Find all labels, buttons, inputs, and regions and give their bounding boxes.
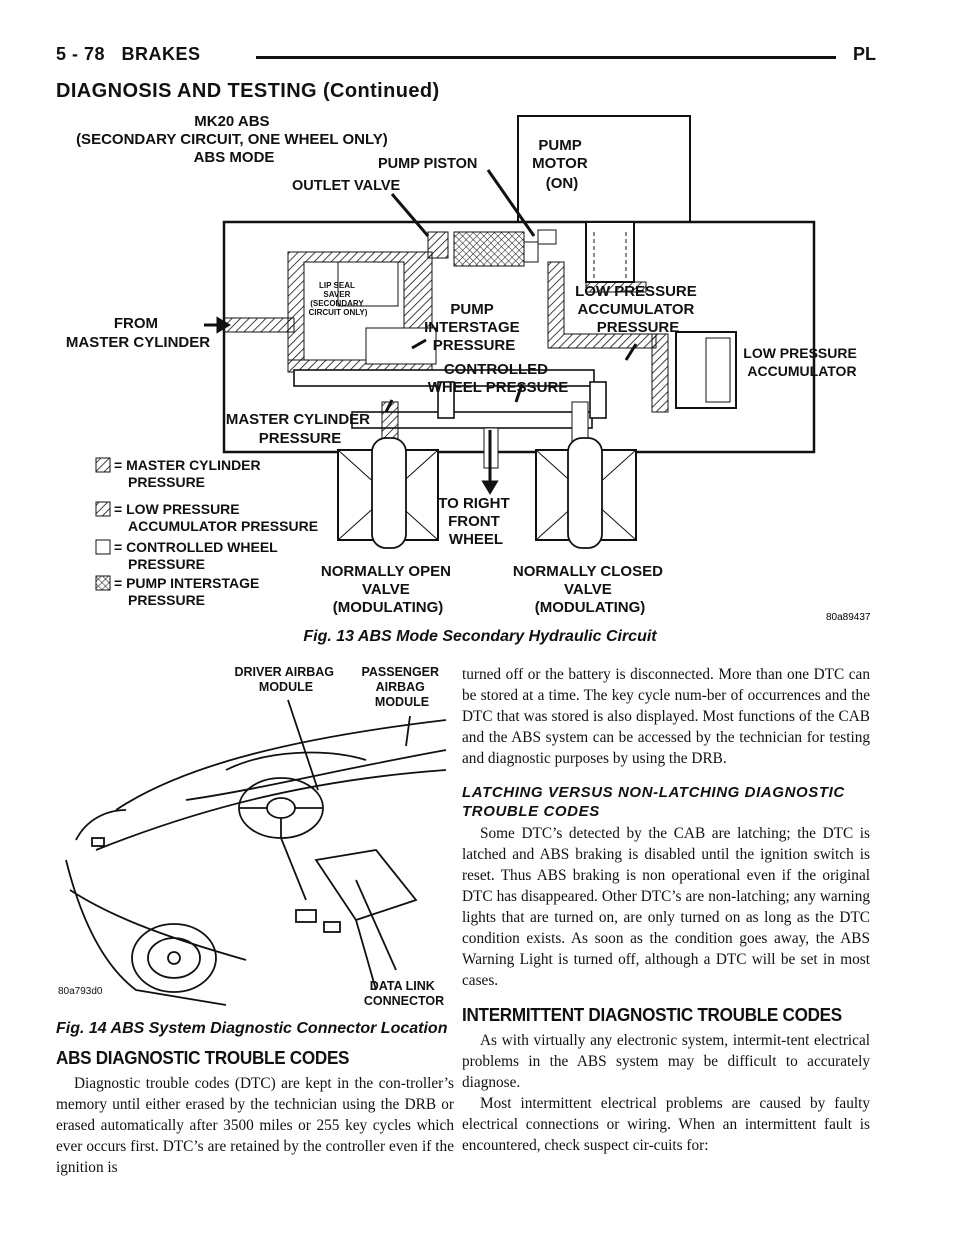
fig13-title-line1: MK20 ABS xyxy=(194,113,270,130)
page-reference: 5 - 78 BRAKES xyxy=(56,44,201,64)
section-title: DIAGNOSIS AND TESTING (Continued) xyxy=(56,80,440,102)
fig13-code: 80a89437 xyxy=(826,612,871,622)
fig13-title-line2: (SECONDARY CIRCUIT, ONE WHEEL ONLY) xyxy=(76,131,388,148)
outlet-valve-label: OUTLET VALVE xyxy=(292,178,401,194)
svg-text:FROM MASTER CYLINDER: FROM MASTER CYLINDER xyxy=(65,315,211,351)
intermittent-heading: INTERMITTENT DIAGNOSTIC TROUBLE CODES xyxy=(462,1005,842,1025)
model-code: PL xyxy=(852,44,876,64)
right-column xyxy=(462,664,870,1156)
svg-text:= PUMP INTERSTAGEPRESSURE: = PUMP INTERSTAGE PRESSURE xyxy=(114,575,260,608)
fig13-title-line3: ABS MODE xyxy=(193,149,275,166)
svg-text:= LOW PRESSUREACCUMULATOR PRES: = LOW PRESSURE ACCUMULATOR PRESSURE xyxy=(114,501,319,534)
abs-dtc-heading: ABS DIAGNOSTIC TROUBLE CODES xyxy=(56,1048,350,1068)
svg-text:DATA LINK CONNECTOR: DATA LINK CONNECTOR xyxy=(363,979,445,1008)
fig13-legend xyxy=(96,457,318,608)
continued-paragraph: turned off or the battery is disconnected. More than one DTC can be stored at a time. The key cycle num-ber of occurrences and the DTC that was stored is also displayed. Most functions of the CAB and the ABS system can be accessed by the technician for testing and diagnostic purposes by using the DRB. xyxy=(462,666,870,767)
driver-airbag-label: DRIVER AIRBAG xyxy=(234,665,335,679)
intermittent-paragraph-2: Most intermittent electrical problems are caused by faulty electrical connections or wiring. When an intermittent fault is encountered, check suspect cir-cuits for: xyxy=(462,1095,870,1154)
svg-text:MASTER CYLINDER PRESSURE: MASTER CYLINDER PRESSURE xyxy=(225,411,370,447)
svg-text:PUMP INTERSTAGE PRESSU: PUMP INTERSTAGE PRESSURE xyxy=(424,301,520,354)
abs-dtc-paragraph: Diagnostic trouble codes (DTC) are kept in the con-troller’s memory until either erased by the technician using the DRB or erased automatically after 3500 miles or 255 key cycles which ever occurs first. DTC’s are retained by the controller even if the ignition is xyxy=(56,1075,454,1176)
figure-13-caption: Fig. 13 ABS Mode Secondary Hydraulic Circuit xyxy=(303,628,657,645)
latching-heading: LATCHING VERSUS NON-LATCHING DIAGNOSTIC TROUBLE CODES xyxy=(462,784,845,820)
latching-paragraph: Some DTC’s detected by the CAB are latching; the DTC is latched and ABS braking is disabled until the ignition switch is reset. Thus ABS braking is non operational even if the original DTC has disappeared. Other DTC’s are non-latching; any warning lights that are turned on, are only turned on as long as the DTC condition exists. As soon as the condition goes away, the ABS Warning Light is turned off, although a DTC will be set in most cases. xyxy=(462,825,870,989)
svg-text:TO RIGHT FRONT WHEEL: TO RIGHT FRONT WHEEL xyxy=(438,495,510,548)
svg-text:NORMALLY CLOSED VALVE: NORMALLY CLOSED VALVE (MODULATING) xyxy=(512,563,663,616)
svg-text:LOW PRESSURE ACCUMULATOR: LOW PRESSURE ACCUMULATOR xyxy=(743,345,857,379)
left-column xyxy=(56,1048,454,1178)
svg-text:DRIVER AIRBAG MODULE: DRIVER AIRBAG MODULE xyxy=(234,665,335,694)
svg-text:= MASTER CYLINDERPRESSURE: = MASTER CYLINDER PRESSURE xyxy=(114,457,261,490)
figure-14-caption: Fig. 14 ABS System Diagnostic Connector Location xyxy=(56,1020,448,1037)
figure-13-hydraulic-circuit xyxy=(56,112,896,622)
svg-text:CONTROLLED WHEEL PRESSURE: CONTROLLED WHEEL PRESSURE xyxy=(427,361,569,396)
svg-text:LIP SEAL SAVER (SECOND: LIP SEAL SAVER (SECONDARY CIRCUIT ONLY) xyxy=(308,281,368,317)
svg-text:PUMP MOTOR (ON): PUMP MOTOR (ON) xyxy=(532,137,588,192)
svg-text:PASSENGER AIRBAG MODUL: PASSENGER AIRBAG MODULE xyxy=(361,665,440,709)
svg-text:NORMALLY OPEN VALVE (M: NORMALLY OPEN VALVE (MODULATING) xyxy=(320,563,451,616)
intermittent-paragraph-1: As with virtually any electronic system, intermit-tent electrical problems in the ABS system may be difficult to accurately diagnose. xyxy=(462,1032,870,1091)
page-header xyxy=(56,44,876,70)
header-rule xyxy=(256,56,836,59)
pump-piston-label: PUMP PISTON xyxy=(378,156,478,172)
data-link-label: DATA LINK xyxy=(369,979,435,993)
svg-text:LOW PRESSURE ACCUMULATOR: LOW PRESSURE ACCUMULATOR PRESSURE xyxy=(575,283,697,336)
passenger-airbag-label: PASSENGER xyxy=(361,665,440,679)
fig14-code: 80a793d0 xyxy=(58,986,103,997)
svg-text:MK20 ABS (SECONDARY CIRCUI xyxy=(76,113,392,166)
svg-text:= CONTROLLED WHEELPRESSURE: = CONTROLLED WHEEL PRESSURE xyxy=(114,539,278,572)
figure-14-connector-location xyxy=(56,660,452,1014)
